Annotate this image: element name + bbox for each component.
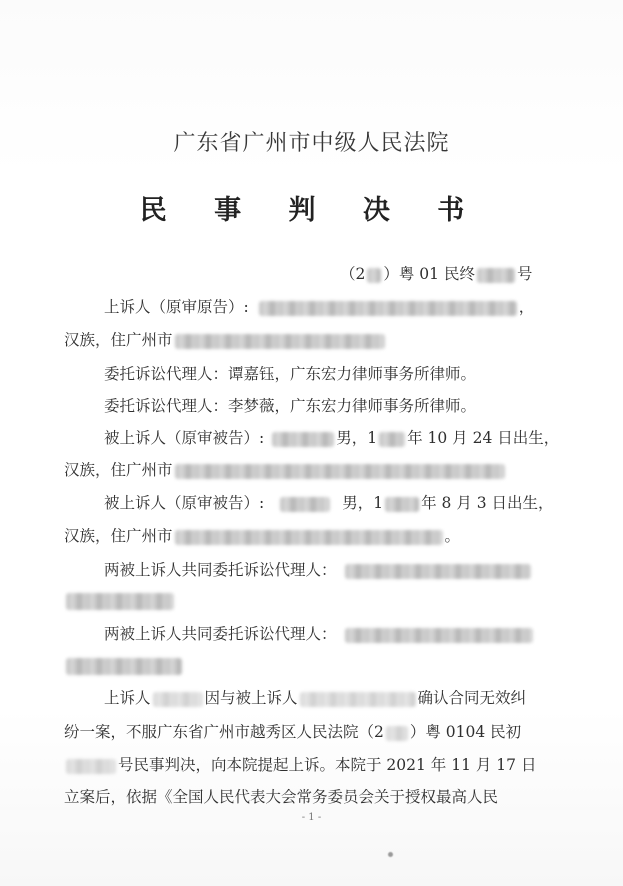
redacted-respondent2-name <box>280 497 330 512</box>
respondent1-label: 被上诉人（原审被告）: <box>104 429 265 447</box>
respondent2-address-end: 。 <box>444 527 461 545</box>
body-line-1 <box>104 688 526 708</box>
page-number: - 1 - <box>301 812 322 823</box>
appellant-label: 上诉人（原审原告）: <box>104 298 249 316</box>
redacted-body-appellant <box>153 692 203 707</box>
case-number-prefix: （2 <box>340 265 366 283</box>
respondent1-line <box>104 428 559 448</box>
respondent2-label: 被上诉人（原审被告）: <box>104 494 265 512</box>
redacted-respondent2-year <box>385 497 419 512</box>
appellant-address-label: 汉族，住广州市 <box>64 331 173 349</box>
redacted-body-case-number <box>66 759 116 774</box>
case-number-suffix: 号 <box>516 265 533 283</box>
body-line-3 <box>64 755 536 775</box>
joint-agent-label-2: 两被上诉人共同委托诉讼代理人： <box>104 625 337 643</box>
joint-agent-line-2-cont <box>64 655 184 675</box>
body-line-2 <box>64 722 521 742</box>
respondent1-address-line <box>64 460 507 480</box>
redacted-case-number <box>477 268 515 283</box>
redacted-respondent2-address <box>175 530 443 545</box>
redacted-respondent1-address <box>175 464 505 479</box>
body-p2-b: ）粤 0104 民初 <box>409 723 522 741</box>
appellant-comma: ， <box>518 298 535 316</box>
appellant-address-line <box>64 330 387 350</box>
document-title: 民 事 判 决 书 <box>139 195 484 226</box>
respondent1-address-label: 汉族，住广州市 <box>64 461 173 479</box>
case-number <box>340 264 532 284</box>
redacted-body-year <box>386 726 408 741</box>
redacted-year <box>367 268 381 283</box>
respondent2-address-line <box>64 526 460 546</box>
respondent2-birth: 年 8 月 3 日出生， <box>421 494 554 512</box>
redacted-body-respondents <box>300 692 416 707</box>
body-p1-c: 确认合同无效纠 <box>417 689 527 707</box>
redacted-joint-agent-1 <box>345 564 531 579</box>
body-p3: 号民事判决，向本院提起上诉。本院于 2021 年 11 月 17 日 <box>118 756 537 774</box>
joint-agent-line-1-cont <box>64 590 176 610</box>
respondent1-birth: 年 10 月 24 日出生， <box>407 429 560 447</box>
joint-agent-line-2 <box>104 624 535 644</box>
appellant-line <box>104 297 534 317</box>
joint-agent-line-1 <box>104 560 533 580</box>
redacted-joint-agent-1-cont <box>66 593 174 610</box>
court-name: 广东省广州市中级人民法院 <box>173 131 450 156</box>
redacted-joint-agent-2-cont <box>66 658 182 675</box>
redacted-respondent1-name <box>272 432 334 447</box>
redacted-respondent1-year <box>379 432 405 447</box>
redacted-appellant-address <box>175 334 385 349</box>
body-p1-b: 因与被上诉人 <box>204 689 298 707</box>
redacted-appellant-info <box>259 301 517 316</box>
body-p1-a: 上诉人 <box>104 689 151 707</box>
joint-agent-label-1: 两被上诉人共同委托诉讼代理人： <box>104 561 337 579</box>
respondent2-sex: 男，1 <box>342 494 384 512</box>
scan-speck <box>388 852 393 857</box>
respondent2-address-label: 汉族，住广州市 <box>64 527 173 545</box>
body-p2-a: 纷一案，不服广东省广州市越秀区人民法院（2 <box>64 723 384 741</box>
respondent1-sex: 男，1 <box>336 429 378 447</box>
agent-line-1: 委托诉讼代理人：谭嘉钰，广东宏力律师事务所律师。 <box>104 365 477 383</box>
redacted-joint-agent-2 <box>345 628 533 643</box>
body-line-4: 立案后，依据《全国人民代表大会常务委员会关于授权最高人民 <box>64 788 499 806</box>
agent-line-2: 委托诉讼代理人：李梦薇，广东宏力律师事务所律师。 <box>104 397 477 415</box>
case-number-mid: ）粤 01 民终 <box>383 265 475 283</box>
respondent2-line <box>104 493 554 513</box>
